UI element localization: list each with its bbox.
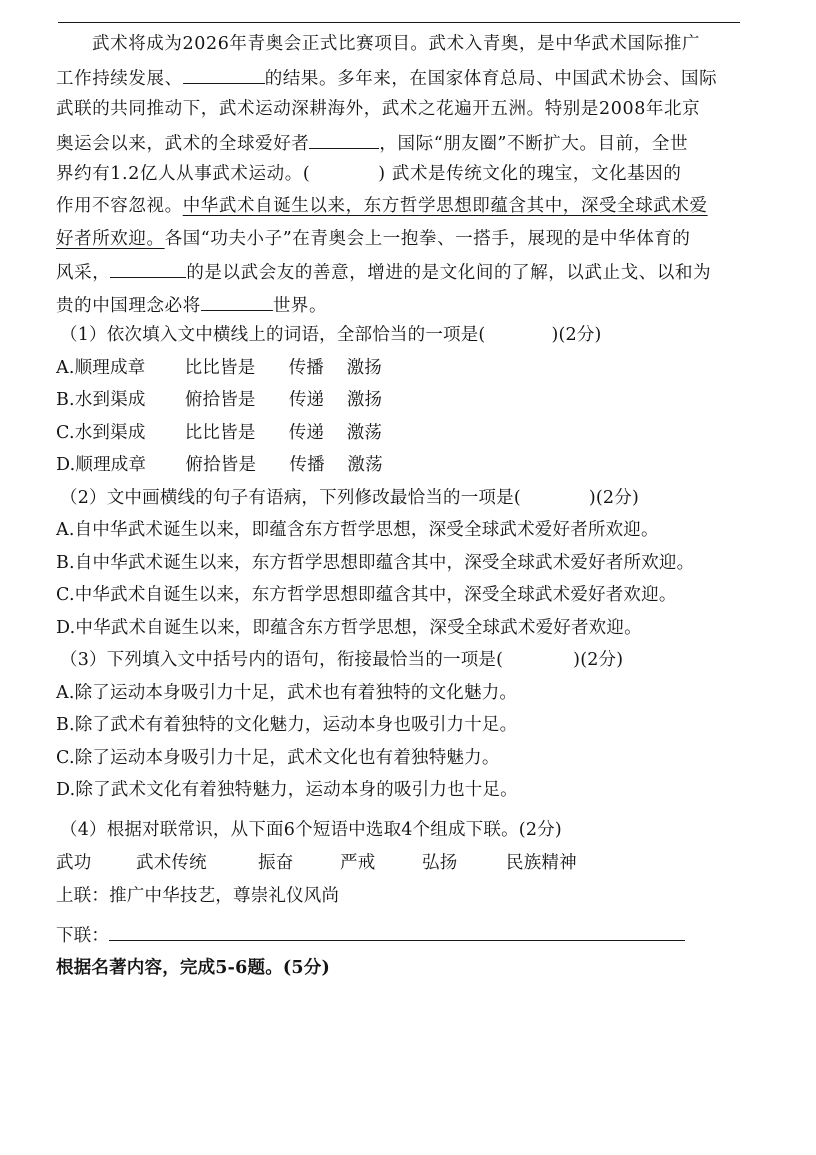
q3-option-b[interactable]: B.除了武术有着独特的文化魅力，运动本身也吸引力十足。: [56, 715, 518, 735]
phrase-item: 振奋: [258, 853, 294, 873]
q1-option-d[interactable]: D.顺理成章 俯拾皆是 传播 激荡: [56, 455, 383, 475]
passage-text: 世界。: [272, 296, 328, 316]
lower-couplet-answer-line[interactable]: [109, 922, 685, 941]
upper-couplet: 上联：推广中华技艺，尊崇礼仪风尚: [56, 886, 340, 906]
q3-option-a[interactable]: A.除了运动本身吸引力十足，武术也有着独特的文化魅力。: [56, 683, 518, 703]
question-4-stem: （4）根据对联常识，从下面6个短语中选取4个组成下联。(2分): [60, 820, 562, 840]
passage-line: [56, 130, 688, 156]
passage-line: [56, 162, 681, 186]
passage-line: [56, 259, 711, 285]
q1-option-a[interactable]: A.顺理成章 比比皆是 传播 激扬: [56, 358, 383, 378]
passage-text: ) 武术是传统文化的瑰宝，文化基因的: [378, 164, 682, 184]
passage-text: 作用不容忽视。: [56, 196, 183, 216]
q2-option-b[interactable]: B.自中华武术诞生以来，东方哲学思想即蕴含其中，深受全球武术爱好者所欢迎。: [56, 553, 695, 573]
lower-couplet-label: 下联：: [56, 926, 110, 946]
fill-blank-3[interactable]: [110, 259, 186, 278]
q3-option-c[interactable]: C.除了运动本身吸引力十足，武术文化也有着独特魅力。: [56, 748, 500, 768]
section-heading: 根据名著内容，完成5-6题。(5分): [56, 958, 330, 978]
question-1-stem: （1）依次填入文中横线上的词语，全部恰当的一项是( )(2分): [60, 325, 602, 345]
passage-text: ，国际“朋友圈”不断扩大。目前，全世: [379, 134, 689, 154]
passage-text: 武术将成为2026年青奥会正式比赛项目。武术入青奥，是中华武术国际推广: [92, 34, 701, 54]
fill-blank-4[interactable]: [201, 292, 273, 311]
q2-option-d[interactable]: D.中华武术自诞生以来，即蕴含东方哲学思想，深受全球武术爱好者欢迎。: [56, 618, 642, 638]
passage-text: 各国“功夫小子”在青奥会上一抱拳、一搭手，展现的是中华体育的: [164, 229, 691, 249]
phrase-list: [56, 851, 577, 875]
passage-line: [56, 227, 691, 251]
passage-line: [56, 292, 327, 318]
passage-line: [56, 97, 700, 121]
passage-line: [56, 194, 708, 218]
underlined-sentence: 中华武术自诞生以来，东方哲学思想即蕴含其中，深受全球武术爱: [182, 196, 708, 216]
passage-text: 贵的中国理念必将: [56, 296, 201, 316]
q2-option-c[interactable]: C.中华武术自诞生以来，东方哲学思想即蕴含其中，深受全球武术爱好者欢迎。: [56, 585, 677, 605]
question-2-stem: （2）文中画横线的句子有语病，下列修改最恰当的一项是( )(2分): [60, 488, 639, 508]
q2-option-a[interactable]: A.自中华武术诞生以来，即蕴含东方哲学思想，深受全球武术爱好者所欢迎。: [56, 520, 659, 540]
phrase-item: 民族精神: [506, 853, 577, 873]
q1-option-b[interactable]: B.水到渠成 俯拾皆是 传递 激扬: [56, 390, 383, 410]
passage-text: 风采，: [56, 263, 111, 283]
passage-line: [92, 32, 700, 56]
passage-text: 界约有1.2亿人从事武术运动。(: [56, 164, 311, 184]
phrase-item: 武术传统: [136, 853, 207, 873]
passage-text: 的是以武会友的善意，增进的是文化间的了解，以武止戈、以和为: [186, 263, 712, 283]
passage-line: [56, 65, 717, 91]
phrase-item: 严戒: [340, 853, 376, 873]
passage-text: 奥运会以来，武术的全球爱好者: [56, 134, 310, 154]
phrase-item: 弘扬: [422, 853, 458, 873]
phrase-item: 武功: [56, 853, 92, 873]
lower-couplet: [56, 922, 685, 948]
passage-text: 工作持续发展、: [56, 69, 183, 89]
fill-blank-2[interactable]: [309, 130, 379, 149]
q1-option-c[interactable]: C.水到渠成 比比皆是 传递 激荡: [56, 423, 383, 443]
underlined-sentence: 好者所欢迎。: [56, 229, 165, 249]
fill-blank-1[interactable]: [183, 65, 265, 84]
top-rule: [58, 22, 740, 23]
q3-option-d[interactable]: D.除了武术文化有着独特魅力，运动本身的吸引力也十足。: [56, 780, 518, 800]
passage-text: 武联的共同推动下，武术运动深耕海外，武术之花遍开五洲。特别是2008年北京: [56, 99, 701, 119]
passage-text: 的结果。多年来，在国家体育总局、中国武术协会、国际: [264, 69, 718, 89]
question-3-stem: （3）下列填入文中括号内的语句，衔接最恰当的一项是( )(2分): [60, 650, 624, 670]
